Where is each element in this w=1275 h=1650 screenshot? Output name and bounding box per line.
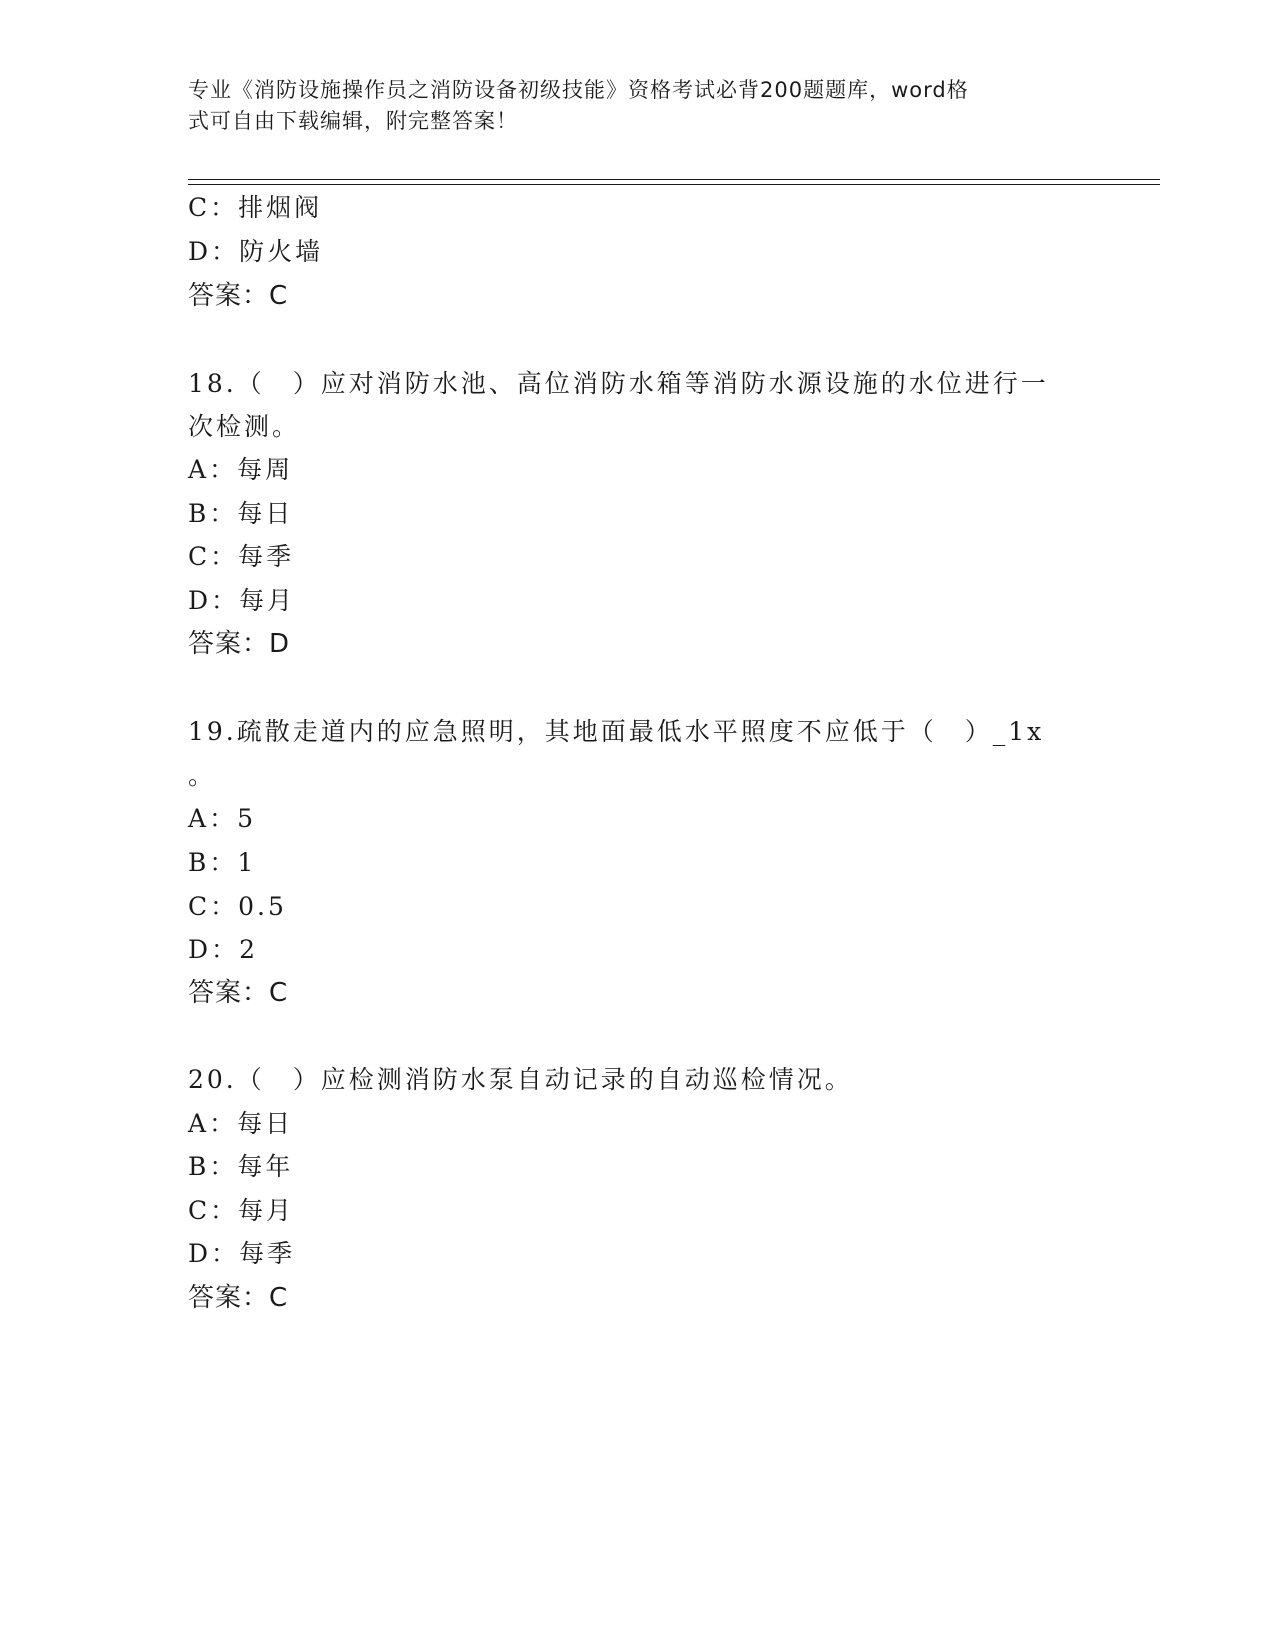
header-rule-top xyxy=(188,179,1160,180)
option-letter: B xyxy=(188,499,210,528)
question-18-stem-line-1: 18.（ ）应对消防水池、高位消防水箱等消防水源设施的水位进行一 xyxy=(188,369,1049,398)
option-letter: C xyxy=(188,892,211,921)
question-18-option-b: B：每日 xyxy=(188,499,294,528)
question-18-answer: 答案：D xyxy=(188,629,291,659)
option-letter: A xyxy=(188,455,210,484)
option-text: 每日 xyxy=(237,499,294,528)
option-letter: C xyxy=(188,542,211,571)
question-18-option-c: C：每季 xyxy=(188,542,295,571)
option-letter: B xyxy=(188,1152,210,1181)
option-text: 每年 xyxy=(237,1152,294,1181)
document-header xyxy=(188,75,1068,137)
question-18-stem-line-2: 次检测。 xyxy=(188,412,301,441)
question-18-option-d: D：每月 xyxy=(188,586,296,615)
answer-line: 答案：C xyxy=(188,281,289,311)
option-text: 每日 xyxy=(237,1109,294,1138)
question-19-option-b: B：1 xyxy=(188,848,257,877)
option-text: 每季 xyxy=(239,1239,296,1268)
option-letter: C xyxy=(188,193,211,222)
option-d: D：防火墙 xyxy=(188,237,324,266)
option-letter: C xyxy=(188,1196,211,1225)
header-line-1: 专业《消防设施操作员之消防设备初级技能》资格考试必背200题题库，word格 xyxy=(188,78,969,102)
option-text: 每月 xyxy=(239,586,296,615)
question-19-answer: 答案：C xyxy=(188,978,289,1008)
question-19-option-a: A：5 xyxy=(188,804,256,833)
question-20-option-a: A：每日 xyxy=(188,1109,294,1138)
header-rule-bottom xyxy=(188,184,1160,185)
option-text: 排烟阀 xyxy=(238,193,323,222)
question-20-stem-line-1: 20.（ ）应检测消防水泵自动记录的自动巡检情况。 xyxy=(188,1065,853,1094)
question-20-option-b: B：每年 xyxy=(188,1152,294,1181)
option-text: 0.5 xyxy=(238,892,287,921)
option-letter: D xyxy=(188,237,212,266)
question-19-stem-line-2: 。 xyxy=(188,761,217,790)
option-letter: D xyxy=(188,1239,212,1268)
option-letter: D xyxy=(188,586,212,615)
option-text: 2 xyxy=(239,935,258,964)
option-letter: B xyxy=(188,848,210,877)
option-text: 每季 xyxy=(238,542,295,571)
question-20-answer: 答案：C xyxy=(188,1283,289,1313)
option-text: 1 xyxy=(237,848,257,877)
option-letter: D xyxy=(188,935,212,964)
question-19-option-d: D：2 xyxy=(188,935,258,964)
question-20-option-c: C：每月 xyxy=(188,1196,295,1225)
option-letter: A xyxy=(188,804,210,833)
question-20-option-d: D：每季 xyxy=(188,1239,296,1268)
option-letter: A xyxy=(188,1109,210,1138)
option-text: 每周 xyxy=(237,455,294,484)
option-text: 每月 xyxy=(238,1196,295,1225)
question-19-stem-line-1: 19.疏散走道内的应急照明，其地面最低水平照度不应低于（ ）_1x xyxy=(188,717,1045,746)
option-text: 防火墙 xyxy=(239,237,324,266)
question-18-option-a: A：每周 xyxy=(188,455,294,484)
question-19-option-c: C：0.5 xyxy=(188,892,287,921)
header-line-2: 式可自由下载编辑，附完整答案！ xyxy=(188,109,518,133)
option-text: 5 xyxy=(237,804,256,833)
option-c: C：排烟阀 xyxy=(188,193,323,222)
